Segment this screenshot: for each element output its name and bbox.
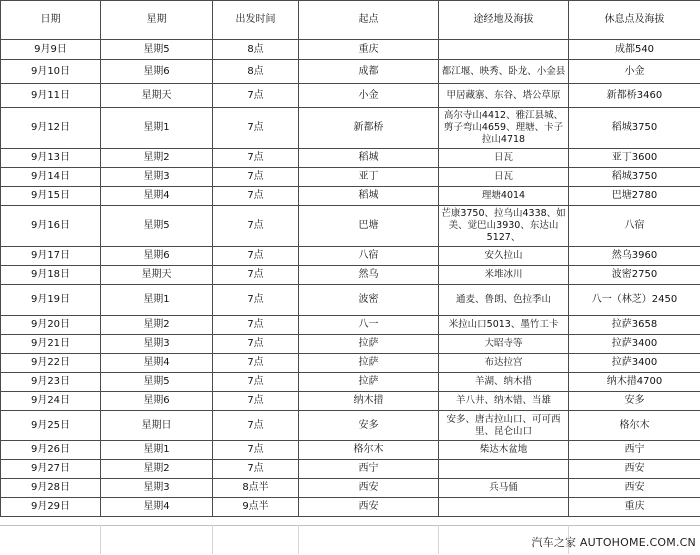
cell-departure-time: 7点 [213, 392, 299, 411]
cell-rest-stop: 西安 [569, 460, 700, 479]
header-route: 途经地及海拔 [439, 1, 569, 40]
cell-date: 9月19日 [1, 285, 101, 316]
header-weekday: 星期 [101, 1, 213, 40]
table-row [1, 354, 700, 373]
table-row [1, 84, 700, 108]
cell-weekday: 星期1 [101, 285, 213, 316]
cell-rest-stop: 新都桥3460 [569, 84, 700, 108]
cell-date: 9月10日 [1, 60, 101, 84]
cell-weekday: 星期1 [101, 108, 213, 149]
cell-date: 9月28日 [1, 479, 101, 498]
cell-weekday: 星期5 [101, 373, 213, 392]
cell-route: 柴达木盆地 [439, 441, 569, 460]
cell-route: 布达拉宫 [439, 354, 569, 373]
cell-route: 高尔寺山4412、雅江县城、剪子弯山4659、理塘、卡子拉山4718 [439, 108, 569, 149]
header-date: 日期 [1, 1, 101, 40]
cell-route: 安久拉山 [439, 247, 569, 266]
cell-start: 稻城 [299, 187, 439, 206]
cell-departure-time: 9点半 [213, 498, 299, 517]
cell-departure-time: 8点 [213, 40, 299, 60]
cell-start: 稻城 [299, 149, 439, 168]
cell-weekday: 星期日 [101, 411, 213, 441]
cell-start: 巴塘 [299, 206, 439, 247]
cell-date: 9月24日 [1, 392, 101, 411]
cell-rest-stop: 八一（林芝）2450 [569, 285, 700, 316]
cell-rest-stop: 西宁 [569, 441, 700, 460]
cell-route: 安多、唐古拉山口、可可西里、昆仑山口 [439, 411, 569, 441]
cell-departure-time: 7点 [213, 316, 299, 335]
cell-weekday: 星期3 [101, 168, 213, 187]
cell-departure-time: 7点 [213, 247, 299, 266]
cell-date: 9月13日 [1, 149, 101, 168]
cell-start: 小金 [299, 84, 439, 108]
cell-departure-time: 7点 [213, 168, 299, 187]
cell-route [439, 460, 569, 479]
cell-departure-time: 7点 [213, 411, 299, 441]
cell-rest-stop: 拉萨3658 [569, 316, 700, 335]
table-row [1, 411, 700, 441]
cell-weekday: 星期6 [101, 392, 213, 411]
cell-rest-stop: 拉萨3400 [569, 354, 700, 373]
cell-departure-time: 8点 [213, 60, 299, 84]
cell-weekday: 星期2 [101, 149, 213, 168]
cell-rest-stop: 重庆 [569, 498, 700, 517]
cell-departure-time: 7点 [213, 285, 299, 316]
cell-route: 通麦、鲁朗、色拉季山 [439, 285, 569, 316]
table-row [1, 335, 700, 354]
cell-departure-time: 8点半 [213, 479, 299, 498]
cell-rest-stop: 拉萨3400 [569, 335, 700, 354]
cell-route: 日瓦 [439, 149, 569, 168]
cell-route: 羊湖、纳木措 [439, 373, 569, 392]
cell-weekday: 星期6 [101, 60, 213, 84]
cell-rest-stop: 小金 [569, 60, 700, 84]
cell-date: 9月15日 [1, 187, 101, 206]
table-row [1, 316, 700, 335]
table-row [1, 187, 700, 206]
header-start: 起点 [299, 1, 439, 40]
cell-route: 日瓦 [439, 168, 569, 187]
cell-date: 9月12日 [1, 108, 101, 149]
cell-departure-time: 7点 [213, 266, 299, 285]
cell-weekday: 星期4 [101, 187, 213, 206]
cell-date: 9月9日 [1, 40, 101, 60]
cell-start: 拉萨 [299, 335, 439, 354]
table-row [1, 285, 700, 316]
cell-departure-time: 7点 [213, 441, 299, 460]
cell-departure-time: 7点 [213, 373, 299, 392]
cell-start: 西安 [299, 479, 439, 498]
cell-start: 安多 [299, 411, 439, 441]
cell-start: 八宿 [299, 247, 439, 266]
grid-line [212, 525, 213, 554]
cell-start: 波密 [299, 285, 439, 316]
table-row [1, 266, 700, 285]
table-row [1, 479, 700, 498]
cell-departure-time: 7点 [213, 187, 299, 206]
cell-date: 9月25日 [1, 411, 101, 441]
header-departure-time: 出发时间 [213, 1, 299, 40]
cell-start: 格尔木 [299, 441, 439, 460]
cell-date: 9月23日 [1, 373, 101, 392]
table-row [1, 441, 700, 460]
cell-date: 9月14日 [1, 168, 101, 187]
cell-start: 成都 [299, 60, 439, 84]
grid-line [438, 525, 439, 554]
cell-departure-time: 7点 [213, 84, 299, 108]
header-rest-stop: 休息点及海拔 [569, 1, 700, 40]
cell-weekday: 星期5 [101, 206, 213, 247]
cell-route: 羊八井、纳木错、当雄 [439, 392, 569, 411]
cell-start: 新都桥 [299, 108, 439, 149]
cell-route: 甲居藏寨、东谷、塔公草原 [439, 84, 569, 108]
cell-date: 9月17日 [1, 247, 101, 266]
table-row [1, 373, 700, 392]
table-row [1, 149, 700, 168]
cell-date: 9月21日 [1, 335, 101, 354]
table-row [1, 108, 700, 149]
cell-start: 拉萨 [299, 373, 439, 392]
cell-rest-stop: 亚丁3600 [569, 149, 700, 168]
cell-route [439, 498, 569, 517]
cell-weekday: 星期1 [101, 441, 213, 460]
cell-date: 9月29日 [1, 498, 101, 517]
table-row [1, 206, 700, 247]
cell-route: 兵马俑 [439, 479, 569, 498]
cell-departure-time: 7点 [213, 335, 299, 354]
cell-date: 9月20日 [1, 316, 101, 335]
table-row [1, 392, 700, 411]
cell-rest-stop: 成都540 [569, 40, 700, 60]
cell-weekday: 星期6 [101, 247, 213, 266]
cell-rest-stop: 纳木措4700 [569, 373, 700, 392]
cell-route: 芒康3750、拉乌山4338、如美、觉巴山3930、东达山5127、 [439, 206, 569, 247]
cell-weekday: 星期4 [101, 498, 213, 517]
cell-rest-stop: 格尔木 [569, 411, 700, 441]
cell-rest-stop: 波密2750 [569, 266, 700, 285]
cell-start: 八一 [299, 316, 439, 335]
grid-line [100, 525, 101, 554]
cell-weekday: 星期3 [101, 479, 213, 498]
cell-departure-time: 7点 [213, 460, 299, 479]
table-row [1, 40, 700, 60]
cell-rest-stop: 稻城3750 [569, 168, 700, 187]
grid-line [298, 525, 299, 554]
cell-date: 9月11日 [1, 84, 101, 108]
cell-start: 西安 [299, 498, 439, 517]
cell-rest-stop: 西安 [569, 479, 700, 498]
table-row [1, 460, 700, 479]
cell-rest-stop: 巴塘2780 [569, 187, 700, 206]
cell-rest-stop: 然乌3960 [569, 247, 700, 266]
cell-departure-time: 7点 [213, 149, 299, 168]
table-row [1, 498, 700, 517]
cell-weekday: 星期2 [101, 460, 213, 479]
cell-rest-stop: 稻城3750 [569, 108, 700, 149]
table-row [1, 168, 700, 187]
cell-departure-time: 7点 [213, 206, 299, 247]
cell-start: 西宁 [299, 460, 439, 479]
cell-date: 9月26日 [1, 441, 101, 460]
cell-weekday: 星期天 [101, 84, 213, 108]
cell-date: 9月18日 [1, 266, 101, 285]
table-row [1, 60, 700, 84]
cell-route: 都江堰、映秀、卧龙、小金县 [439, 60, 569, 84]
cell-route: 米拉山口5013、墨竹工卡 [439, 316, 569, 335]
cell-route [439, 40, 569, 60]
cell-rest-stop: 八宿 [569, 206, 700, 247]
watermark: 汽车之家 AUTOHOME.COM.CN [531, 534, 696, 550]
cell-start: 亚丁 [299, 168, 439, 187]
cell-departure-time: 7点 [213, 354, 299, 373]
cell-weekday: 星期5 [101, 40, 213, 60]
cell-date: 9月22日 [1, 354, 101, 373]
cell-start: 重庆 [299, 40, 439, 60]
header-row [1, 1, 700, 40]
cell-start: 纳木措 [299, 392, 439, 411]
cell-start: 拉萨 [299, 354, 439, 373]
cell-weekday: 星期3 [101, 335, 213, 354]
cell-date: 9月16日 [1, 206, 101, 247]
cell-departure-time: 7点 [213, 108, 299, 149]
cell-date: 9月27日 [1, 460, 101, 479]
cell-start: 然乌 [299, 266, 439, 285]
cell-weekday: 星期4 [101, 354, 213, 373]
cell-route: 米堆冰川 [439, 266, 569, 285]
cell-weekday: 星期2 [101, 316, 213, 335]
cell-rest-stop: 安多 [569, 392, 700, 411]
cell-route: 大昭寺等 [439, 335, 569, 354]
table-row [1, 247, 700, 266]
cell-weekday: 星期天 [101, 266, 213, 285]
cell-route: 理塘4014 [439, 187, 569, 206]
